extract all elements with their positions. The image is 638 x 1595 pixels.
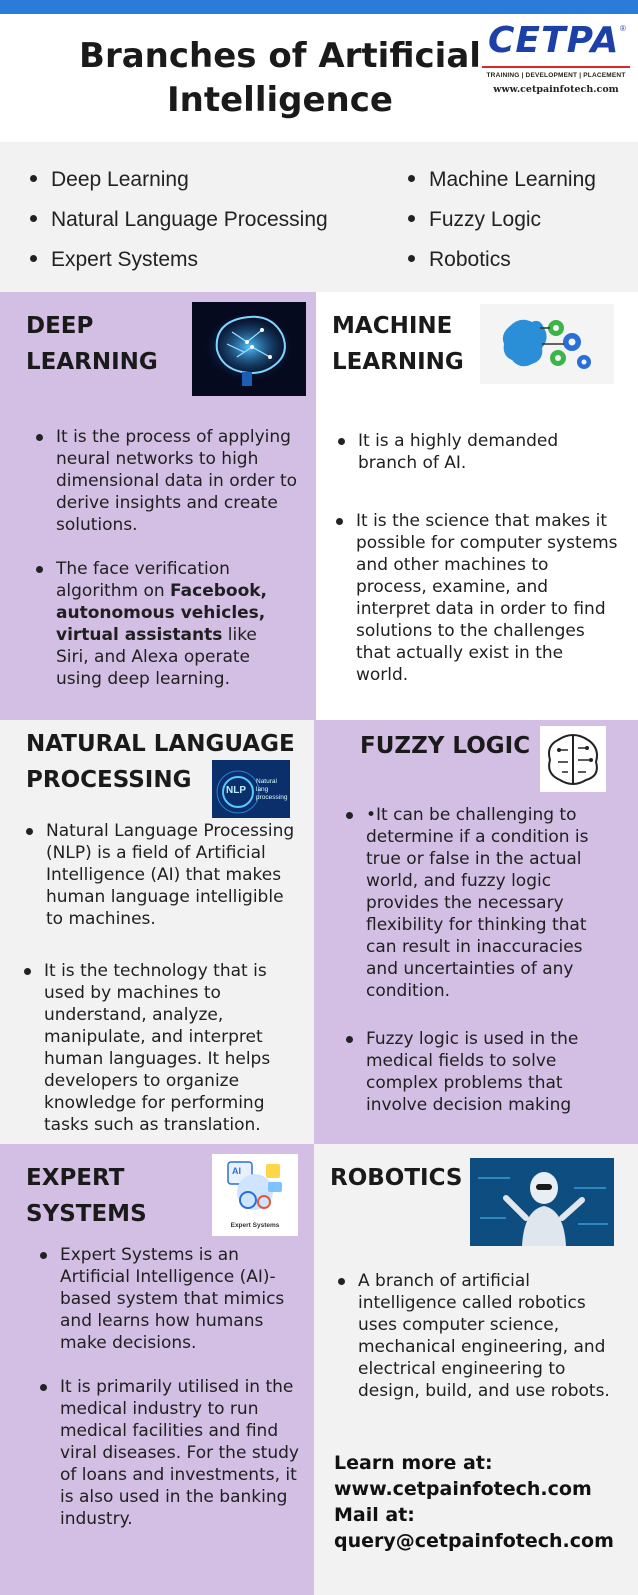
learn-more-label: Learn more at: bbox=[334, 1452, 493, 1474]
paragraph: Natural Language Processing (NLP) is a field of Artificial Intelligence (AI) that makes human language intelligible to machines. bbox=[46, 820, 302, 930]
expert-image-caption: Expert Systems bbox=[230, 1222, 280, 1229]
section-heading: MACHINE LEARNING bbox=[332, 313, 464, 375]
section-machine-learning bbox=[316, 292, 638, 720]
brain-circuit-image bbox=[192, 302, 306, 396]
list-item: Machine Learning bbox=[408, 168, 596, 192]
expert-image-ai-label: AI bbox=[232, 1166, 241, 1176]
paragraph: A branch of artificial intelligence called robotics uses computer science, mechanical engineering, and electrical engineering to design, build, and use robots. bbox=[358, 1270, 618, 1402]
logo-divider bbox=[482, 66, 630, 68]
paragraph: It is the technology that is used by machines to understand, analyze, manipulate, and interpret human languages. It helps developers to organize knowledge for performing tasks such as translation. bbox=[44, 960, 304, 1136]
top-accent-bar bbox=[0, 0, 638, 14]
list-item: Natural Language Processing bbox=[30, 208, 328, 232]
paragraph: It is a highly demanded branch of AI. bbox=[358, 430, 598, 474]
contact-block bbox=[334, 1450, 614, 1554]
email-link[interactable]: query@cetpainfotech.com bbox=[334, 1530, 614, 1552]
text-span: The face verification algorithm on bbox=[56, 559, 230, 601]
paragraph: Expert Systems is an Artificial Intelligence (AI)-based system that mimics and learns how humans make decisions. bbox=[60, 1244, 292, 1354]
list-item: Expert Systems bbox=[30, 248, 198, 272]
section-heading: EXPERT SYSTEMS bbox=[26, 1165, 147, 1227]
branches-list bbox=[0, 142, 638, 292]
paragraph: It is the process of applying neural networks to high dimensional data in order to derive insights and create solutions. bbox=[56, 426, 310, 536]
section-nlp bbox=[0, 720, 314, 1144]
nlp-image-label: NLP bbox=[226, 785, 246, 796]
logo-url: www.cetpainfotech.com bbox=[493, 84, 619, 95]
paragraph: •It can be challenging to determine if a condition is true or false in the actual world, and fuzzy logic provides the necessary flexibility for thinking that can result in inaccuracies and uncertainties of any condition. bbox=[366, 804, 606, 1002]
paragraph: It is primarily utilised in the medical industry to run medical facilities and find viral diseases. For the study of loans and investments, it is also used in the banking industry. bbox=[60, 1377, 299, 1529]
bold-text: Facebook, autonomous vehicles, virtual assistants bbox=[56, 581, 268, 645]
list-item: Deep Learning bbox=[30, 168, 189, 192]
logo-wordmark: CETPA bbox=[488, 20, 620, 61]
list-item: Robotics bbox=[408, 248, 511, 272]
section-heading: ROBOTICS bbox=[330, 1165, 463, 1191]
section-expert-systems bbox=[0, 1144, 314, 1595]
brain-outline-icon bbox=[540, 726, 606, 792]
nlp-image bbox=[212, 760, 290, 818]
header bbox=[0, 14, 638, 142]
website-link[interactable]: www.cetpainfotech.com bbox=[334, 1478, 592, 1500]
section-robotics bbox=[314, 1144, 638, 1595]
expert-systems-image bbox=[212, 1154, 298, 1236]
mail-label: Mail at: bbox=[334, 1504, 415, 1526]
paragraph: Fuzzy logic is used in the medical fields to solve complex problems that involve decision making bbox=[366, 1028, 602, 1116]
list-item: Fuzzy Logic bbox=[408, 208, 541, 232]
section-fuzzy-logic bbox=[314, 720, 638, 1144]
section-heading: DEEP LEARNING bbox=[26, 313, 158, 375]
section-deep-learning bbox=[0, 292, 316, 720]
text-span: like Siri, and Alexa operate using deep learning. bbox=[56, 625, 257, 689]
paragraph: It is the science that makes it possible for computer systems and other machines to process, examine, and interpret data in order to find solutions to the challenges that actually exist in the world. bbox=[356, 511, 618, 685]
registered-mark-icon: ® bbox=[620, 24, 626, 33]
section-heading: NATURAL LANGUAGE PROCESSING bbox=[26, 731, 295, 793]
cetpa-logo bbox=[482, 20, 632, 100]
page-title: Branches of Artificial Intelligence bbox=[79, 36, 481, 120]
nlp-image-text: Natural lang processing bbox=[256, 778, 288, 801]
paragraph bbox=[56, 558, 292, 690]
logo-tagline: TRAINING | DEVELOPMENT | PLACEMENT bbox=[486, 72, 626, 79]
robot-image bbox=[470, 1158, 614, 1246]
section-heading: FUZZY LOGIC bbox=[360, 733, 531, 759]
gears-brain-image bbox=[480, 304, 614, 384]
